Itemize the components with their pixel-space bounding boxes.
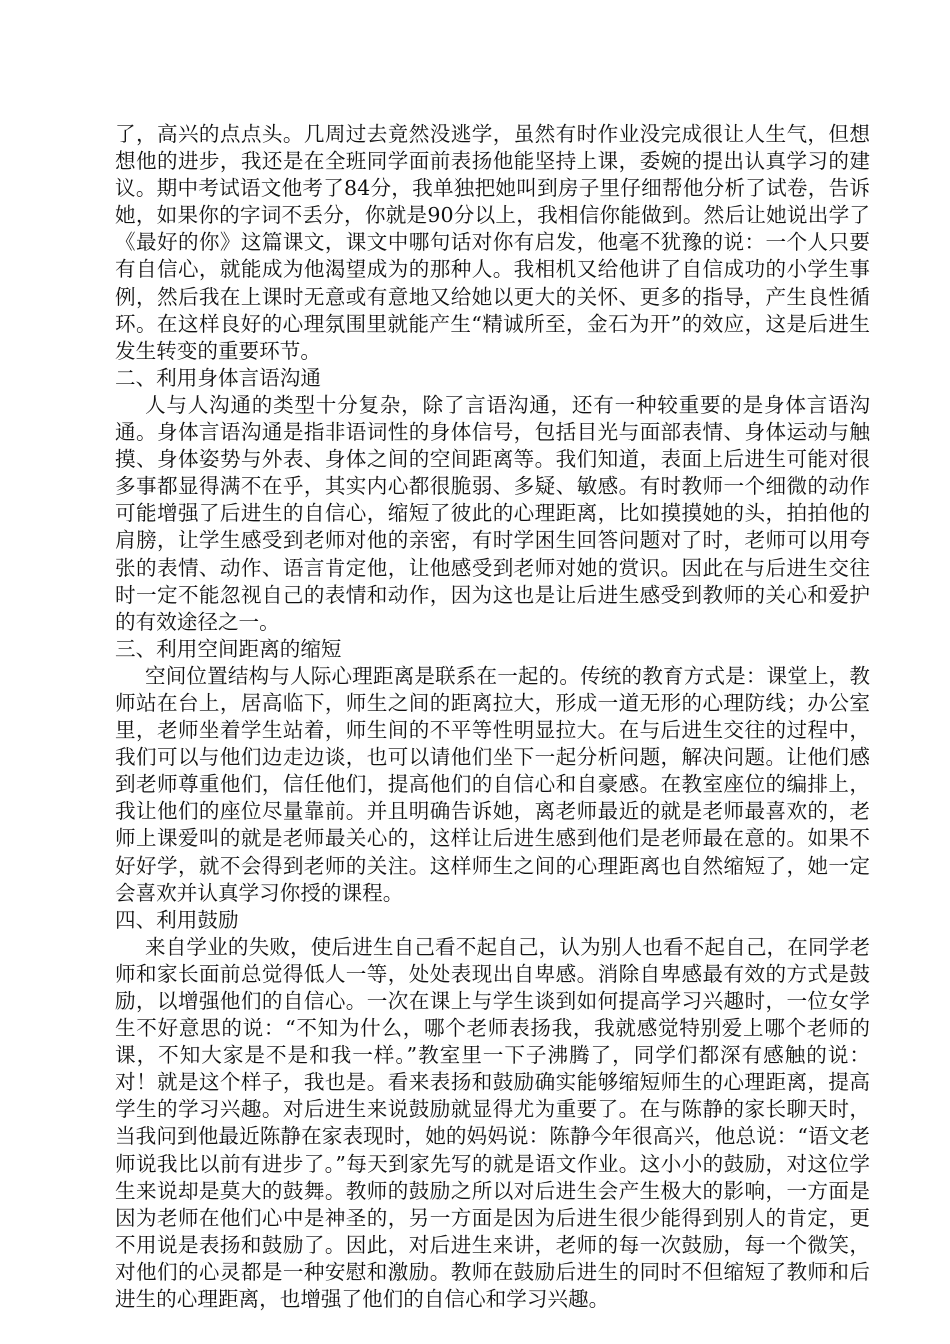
section-heading-4: 四、利用鼓励	[115, 907, 239, 932]
paragraph-continued: 了，高兴的点点头。几周过去竟然没逃学，虽然有时作业没完成很让人生气，但想想他的进步，我还是在全班同学面前表扬他能坚持上课，委婉的提出认真学习的建议。期中考试语文他考了84分，我单独把她叫到房子里仔细帮他分析了试卷，告诉她，如果你的字词不丢分，你就是90分以上，我相信你能做到。然后让她说出学了《最好的你》这篇课文，课文中哪句话对你有启发，他毫不犹豫的说：一个人只要有自信心，就能成为他渴望成为的那种人。我相机又给他讲了自信成功的小学生事例，然后我在上课时无意或有意地又给她以更大的关怀、更多的指导，产生良性循环。在这样良好的心理氛围里就能产生“精诚所至，金石为开”的效应，这是后进生发生转变的重要环节。	[115, 122, 870, 363]
section-heading-2: 二、利用身体言语沟通	[115, 365, 321, 390]
paragraph-body-language: 人与人沟通的类型十分复杂，除了言语沟通，还有一种较重要的是身体言语沟通。身体言语沟通是指非语词性的身体信号，包括目光与面部表情、身体运动与触摸、身体姿势与外表、身体之间的空间距离等。我们知道，表面上后进生可能对很多事都显得满不在乎，其实内心都很脆弱、多疑、敏感。有时教师一个细微的动作可能增强了后进生的自信心，缩短了彼此的心理距离，比如摸摸她的头，拍拍他的肩膀，让学生感受到老师对他的亲密，有时学困生回答问题对了时，老师可以用夸张的表情、动作、语言肯定他，让他感受到老师对她的赏识。因此在与后进生交往时一定不能忽视自己的表情和动作，因为这也是让后进生感受到教师的关心和爱护的有效途径之一。	[115, 392, 870, 634]
section-heading-3: 三、利用空间距离的缩短	[115, 636, 342, 661]
document-page	[115, 121, 870, 1313]
paragraph-encouragement: 来自学业的失败，使后进生自己看不起自己，认为别人也看不起自己，在同学老师和家长面前总觉得低人一等，处处表现出自卑感。消除自卑感最有效的方式是鼓励，以增强他们的自信心。一次在课上与学生谈到如何提高学习兴趣时，一位女学生不好意思的说：“不知为什么，哪个老师表扬我，我就感觉特别爱上哪个老师的课，不知大家是不是和我一样。”教室里一下子沸腾了，同学们都深有感触的说：对！就是这个样子，我也是。看来表扬和鼓励确实能够缩短师生的心理距离，提高学生的学习兴趣。对后进生来说鼓励就显得尤为重要了。在与陈静的家长聊天时，当我问到他最近陈静在家表现时，她的妈妈说：陈静今年很高兴，他总说：“语文老师说我比以前有进步了。”每天到家先写的就是语文作业。这小小的鼓励，对这位学生来说却是莫大的鼓舞。教师的鼓励之所以对后进生会产生极大的影响，一方面是因为老师在他们心中是神圣的，另一方面是因为后进生很少能得到别人的肯定，更不用说是表扬和鼓励了。因此，对后进生来讲，老师的每一次鼓励，每一个微笑，对他们的心灵都是一种安慰和激励。教师在鼓励后进生的同时不但缩短了教师和后进生的心理距离，也增强了他们的自信心和学习兴趣。	[115, 934, 870, 1312]
paragraph-spatial-distance: 空间位置结构与人际心理距离是联系在一起的。传统的教育方式是：课堂上，教师站在台上，居高临下，师生之间的距离拉大，形成一道无形的心理防线；办公室里，老师坐着学生站着，师生间的不平等性明显拉大。在与后进生交往的过程中，我们可以与他们边走边谈，也可以请他们坐下一起分析问题，解决问题。让他们感到老师尊重他们，信任他们，提高他们的自信心和自豪感。在教室座位的编排上，我让他们的座位尽量靠前。并且明确告诉她，离老师最近的就是老师最喜欢的，老师上课爱叫的就是老师最关心的，这样让后进生感到他们是老师最在意的。如果不好好学，就不会得到老师的关注。这样师生之间的心理距离也自然缩短了，她一定会喜欢并认真学习你授的课程。	[115, 663, 870, 905]
